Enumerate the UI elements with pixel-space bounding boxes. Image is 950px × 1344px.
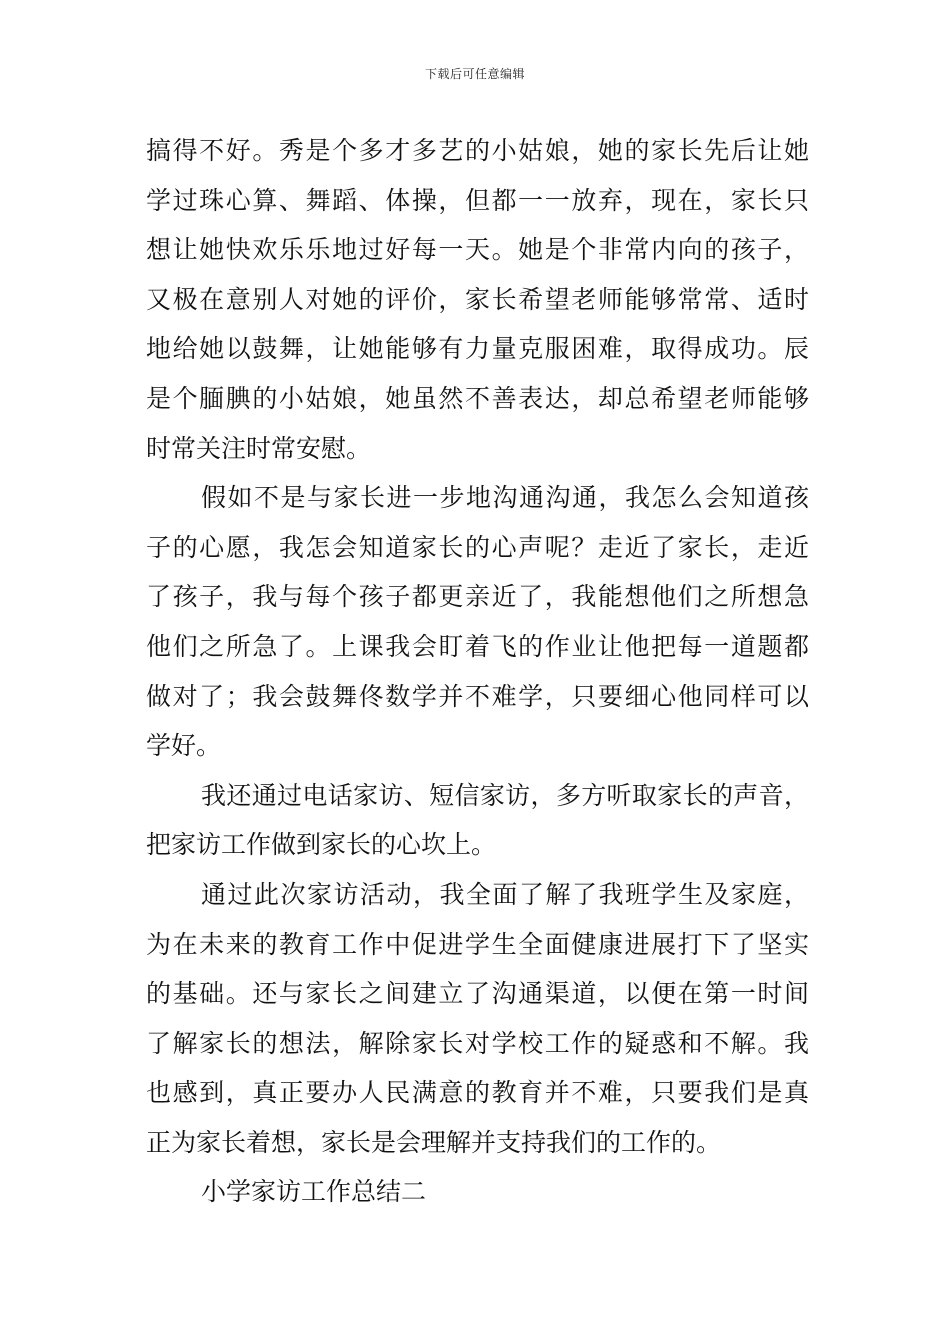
text-line: 学好。 [146,731,222,761]
text-line: 的基础。还与家长之间建立了沟通渠道，以便在第一时间 [146,979,809,1009]
text-line: 正为家长着想，家长是会理解并支持我们的工作的。 [146,1127,722,1157]
paragraph-first-line: 假如不是与家长进一步地沟通沟通，我怎么会知道孩 [201,483,809,513]
text-line: 时常关注时常安慰。 [146,433,372,463]
text-line: 是个腼腆的小姑娘，她虽然不善表达，却总希望老师能够 [146,383,809,413]
text-line: 想让她快欢乐乐地过好每一天。她是个非常内向的孩子， [146,235,809,265]
text-line: 也感到，真正要办人民满意的教育并不难，只要我们是真 [146,1078,809,1108]
paragraph-first-line: 我还通过电话家访、短信家访，多方听取家长的声音， [201,780,809,810]
text-line: 子的心愿，我怎会知道家长的心声呢？走近了家长，走近 [146,532,809,562]
text-line: 把家访工作做到家长的心坎上。 [146,830,497,860]
text-line: 又极在意别人对她的评价，家长希望老师能够常常、适时 [146,284,809,314]
text-line: 做对了；我会鼓舞佟数学并不难学，只要细心他同样可以 [146,681,809,711]
text-line: 为在未来的教育工作中促进学生全面健康进展打下了坚实 [146,929,809,959]
text-line: 地给她以鼓舞，让她能够有力量克服困难，取得成功。辰 [146,334,809,364]
text-line: 他们之所急了。上课我会盯着飞的作业让他把每一道题都 [146,631,809,661]
text-line: 学过珠心算、舞蹈、体操，但都一一放弃，现在，家长只 [146,185,809,215]
text-line: 了解家长的想法，解除家长对学校工作的疑惑和不解。我 [146,1028,809,1058]
body-text [146,126,809,1217]
header-note: 下载后可任意编辑 [424,67,525,81]
paragraph-first-line: 通过此次家访活动，我全面了解了我班学生及家庭， [201,879,809,909]
section-title: 小学家访工作总结二 [201,1177,427,1207]
text-line: 搞得不好。秀是个多才多艺的小姑娘，她的家长先后让她 [146,136,809,165]
text-line: 了孩子，我与每个孩子都更亲近了，我能想他们之所想急 [146,582,809,612]
